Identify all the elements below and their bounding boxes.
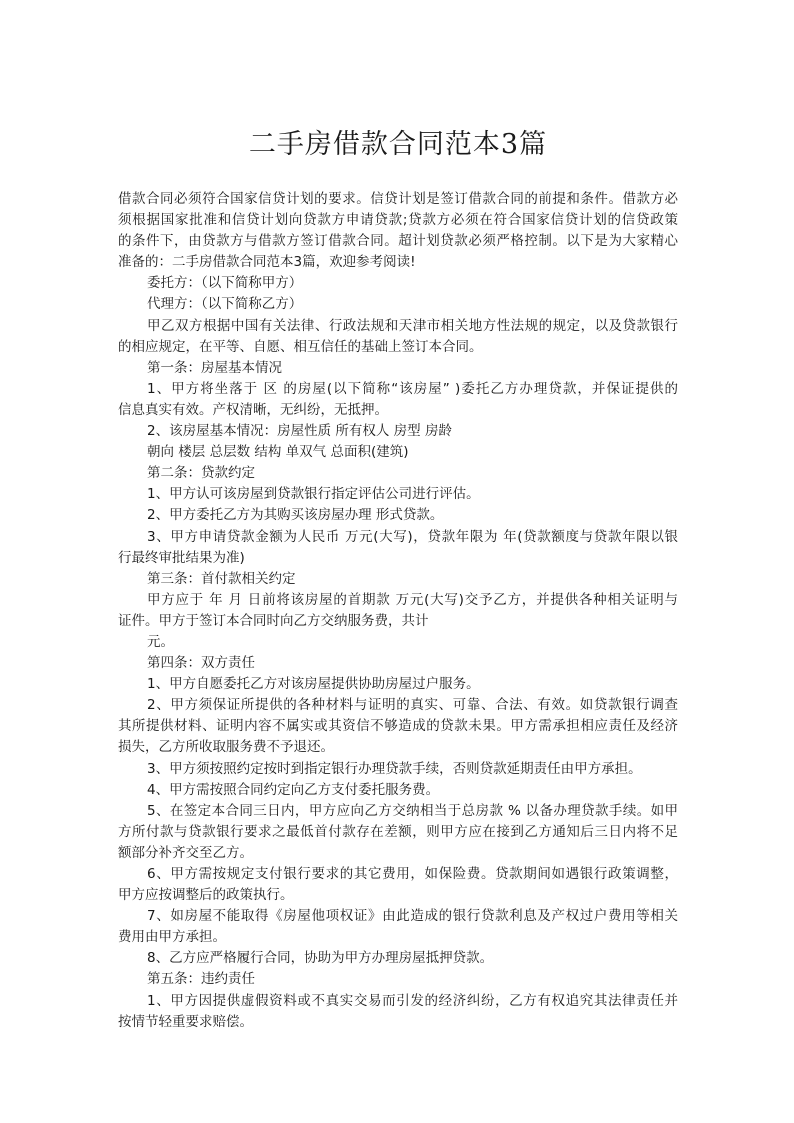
body-line: 3、甲方申请贷款金额为人民币 万元(大写)，贷款年限为 年(贷款额度与贷款年限以银 bbox=[147, 528, 678, 545]
body-line: 按情节轻重要求赔偿。 bbox=[118, 1013, 253, 1030]
body-line: 准备的：二手房借款合同范本3篇，欢迎参考阅读! bbox=[118, 254, 416, 271]
body-line: 4、甲方需按照合同约定向乙方支付委托服务费。 bbox=[147, 781, 440, 798]
body-line: 证件。甲方于签订本合同时向乙方交纳服务费，共计 bbox=[118, 612, 429, 629]
body-line: 1、甲方认可该房屋到贷款银行指定评估公司进行评估。 bbox=[147, 486, 480, 503]
body-line: 3、甲方须按照约定按时到指定银行办理贷款手续，否则贷款延期责任由甲方承担。 bbox=[147, 760, 642, 777]
body-line: 2、甲方委托乙方为其购买该房屋办理 形式贷款。 bbox=[147, 507, 444, 524]
body-line: 5、在签定本合同三日内，甲方应向乙方交纳相当于总房款 % 以备办理贷款手续。如甲 bbox=[147, 802, 678, 819]
body-line: 借款合同必须符合国家信贷计划的要求。信贷计划是签订借款合同的前提和条件。借款方必 bbox=[118, 191, 678, 207]
body-line: 信息真实有效。产权清晰，无纠纷，无抵押。 bbox=[118, 401, 388, 418]
document-body bbox=[118, 189, 678, 1033]
body-line: 1、甲方因提供虚假资料或不真实交易而引发的经济纠纷，乙方有权追究其法律责任并 bbox=[147, 992, 678, 1009]
body-line: 须根据国家批准和信贷计划向贷款方申请贷款;贷款方必须在符合国家信贷计划的信贷政策 bbox=[118, 212, 678, 229]
document-title: 二手房借款合同范本3篇 bbox=[248, 129, 548, 160]
body-line: 损失，乙方所收取服务费不予退还。 bbox=[118, 739, 334, 756]
body-line: 的相应规定，在平等、自愿、相互信任的基础上签订本合同。 bbox=[118, 338, 483, 355]
body-line: 额部分补齐交至乙方。 bbox=[118, 844, 253, 861]
body-line: 甲方应按调整后的政策执行。 bbox=[118, 887, 294, 904]
body-line: 代理方：（以下简称乙方） bbox=[147, 296, 303, 313]
body-line: 甲乙双方根据中国有关法律、行政法规和天津市相关地方性法规的规定，以及贷款银行 bbox=[147, 317, 678, 334]
body-line: 方所付款与贷款银行要求之最低首付款存在差额，则甲方应在接到乙方通知后三日内将不足 bbox=[118, 823, 678, 840]
body-line: 第五条：违约责任 bbox=[147, 971, 255, 988]
body-line: 第三条：首付款相关约定 bbox=[147, 570, 296, 587]
body-line: 行最终审批结果为准) bbox=[118, 549, 245, 566]
body-line: 委托方：（以下简称甲方） bbox=[147, 275, 303, 292]
body-line: 其所提供材料、证明内容不属实或其资信不够造成的贷款未果。甲方需承担相应责任及经济 bbox=[118, 718, 678, 735]
body-line: 元。 bbox=[147, 633, 174, 650]
body-line: 1、甲方将坐落于 区 的房屋(以下简称“该房屋” )委托乙方办理贷款，并保证提供的 bbox=[147, 380, 678, 397]
body-line: 7、如房屋不能取得《房屋他项权证》由此造成的银行贷款利息及产权过户费用等相关 bbox=[147, 908, 678, 925]
body-line: 6、甲方需按规定支付银行要求的其它费用，如保险费。贷款期间如遇银行政策调整， bbox=[147, 866, 678, 882]
body-line: 费用由甲方承担。 bbox=[118, 929, 226, 946]
body-line: 朝向 楼层 总层数 结构 单双气 总面积(建筑) bbox=[147, 444, 409, 461]
body-line: 2、该房屋基本情况：房屋性质 所有权人 房型 房龄 bbox=[147, 423, 452, 440]
body-line: 甲方应于 年 月 日前将该房屋的首期款 万元(大写)交予乙方，并提供各种相关证明与 bbox=[147, 591, 678, 608]
body-line: 1、甲方自愿委托乙方对该房屋提供协助房屋过户服务。 bbox=[147, 676, 480, 693]
body-line: 第四条：双方责任 bbox=[147, 655, 255, 672]
body-line: 第二条：贷款约定 bbox=[147, 465, 255, 482]
body-line: 8、乙方应严格履行合同，协助为甲方办理房屋抵押贷款。 bbox=[147, 950, 494, 967]
body-line: 第一条：房屋基本情况 bbox=[147, 359, 282, 376]
body-line: 2、甲方须保证所提供的各种材料与证明的真实、可靠、合法、有效。如贷款银行调查 bbox=[147, 697, 678, 714]
body-line: 的条件下，由贷款方与借款方签订借款合同。超计划贷款必须严格控制。以下是为大家精心 bbox=[118, 233, 678, 250]
